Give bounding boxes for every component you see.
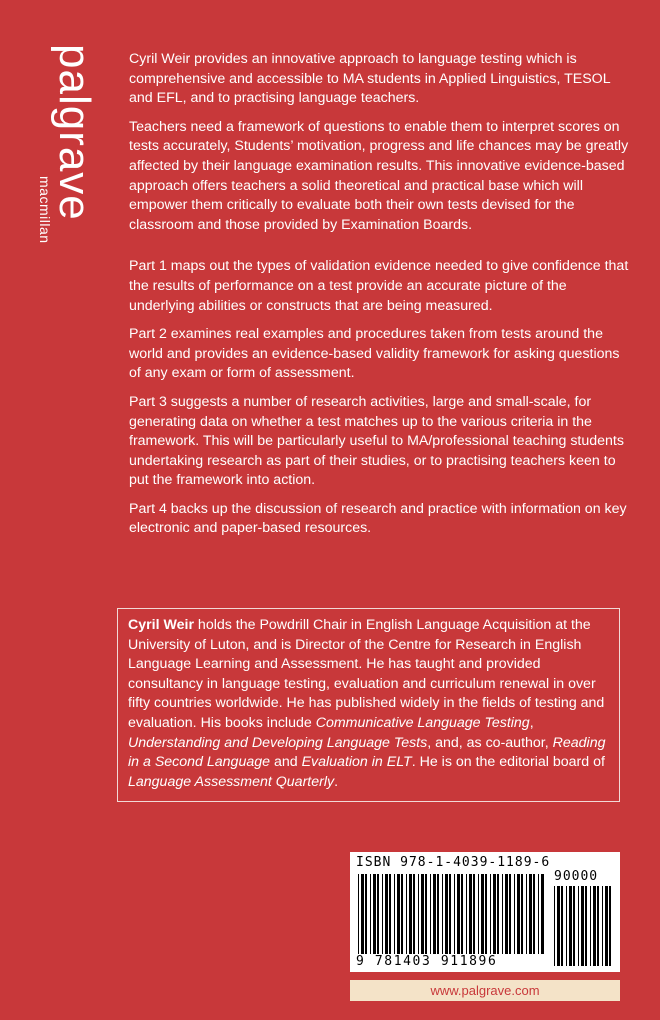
bio-separator-1: , (529, 714, 534, 731)
logo-sub: macmillan (37, 176, 53, 244)
bio-separator-4: . He is on the editorial board of (411, 754, 605, 771)
barcode-box (350, 852, 620, 972)
addon-barcode (554, 886, 614, 966)
journal-title: Language Assessment Quarterly (128, 773, 335, 790)
bio-separator-2: , and, as co-author, (427, 734, 553, 751)
author-bio-box (117, 608, 620, 802)
logo-brand: palgrave (50, 44, 99, 221)
ean-barcode (358, 874, 544, 954)
isbn-label: ISBN 978-1-4039-1189-6 (356, 855, 551, 870)
author-bio-text: holds the Powdrill Chair in English Language Acquisition at the University of Luton, and is Director of the Centre for Research in English Language Learning and Assessment. He has taught and provided consultancy in language testing, evaluation and curriculum renewal in over fifty countries worldwide. He has published widely in the fields of testing and evaluation. His books include (128, 617, 605, 731)
book-title-2: Understanding and Developing Language Tests (128, 734, 428, 751)
book-title-3: Reading in a Second Language (128, 734, 606, 771)
blurb-paragraph-3: Part 1 maps out the types of validation evidence needed to give confidence that the results of performance on a test provide an accurate picture of the underlying abilities or constructs that are being measured. (129, 258, 629, 314)
ean-digits: 9 781403 911896 (356, 954, 498, 969)
blurb-paragraph-5: Part 3 suggests a number of research activities, large and small-scale, for generating data on whether a test matches up to the various criteria in the framework. This will be particularly useful to MA/professional teaching students undertaking research as part of their studies, or to practising teachers keen to put the framework into action. (129, 393, 624, 489)
book-title-4: Evaluation in ELT (301, 754, 412, 771)
blurb-paragraph-1: Cyril Weir provides an innovative approach to language testing which is comprehensive and accessible to MA students in Applied Linguistics, TESOL and EFL, and to practising language teachers. (129, 51, 611, 107)
blurb-paragraph-6: Part 4 backs up the discussion of research and practice with information on key electronic and paper-based resources. (129, 500, 627, 537)
blurb-paragraph-4: Part 2 examines real examples and procedures taken from tests around the world and provides an evidence-based validity framework for asking questions of any exam or form of assessment. (129, 326, 620, 382)
price-code: 90000 (554, 869, 599, 884)
website-url[interactable]: www.palgrave.com (350, 980, 620, 1001)
blurb-paragraph-2: Teachers need a framework of questions to enable them to interpret scores on tests accurately, Students’ motivation, progress and life chances may be greatly affected by their language examination results. This innovative evidence-based approach offers teachers a solid theoretical and practical base which will empower them critically to evaluate both their own tests devised for the classroom and those provided by Examination Boards. (129, 118, 629, 233)
bio-separator-3: and (270, 754, 302, 771)
author-name: Cyril Weir (128, 617, 194, 633)
book-blurb (129, 50, 629, 548)
book-title-1: Communicative Language Testing (315, 714, 530, 731)
publisher-logo (38, 40, 102, 250)
bio-end: . (334, 773, 339, 790)
